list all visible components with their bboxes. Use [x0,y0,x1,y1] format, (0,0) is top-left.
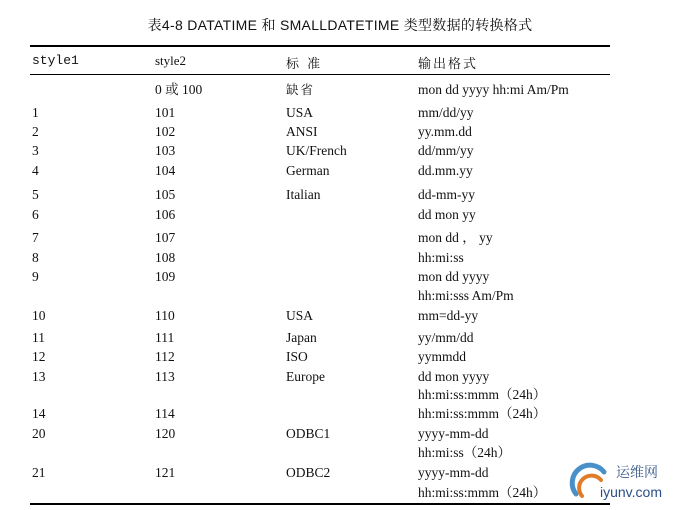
cell-standard: USA [286,105,314,120]
cell-style1: 10 [32,308,46,323]
cell-standard: Italian [286,187,321,202]
cell-style1: 11 [32,330,45,345]
table-row [0,80,680,99]
cell-style1: 1 [32,105,39,120]
table-row [0,103,680,122]
table-row [0,328,680,347]
cell-style1: 9 [32,269,39,284]
cell-style2: 102 [155,124,176,139]
cell-style2: 105 [155,187,176,202]
table-row [0,141,680,160]
cell-standard: ANSI [286,124,318,139]
header-standard: 标 准 [286,57,323,72]
table-row [0,347,680,366]
table-row [0,205,680,224]
cell-standard: ODBC2 [286,465,331,480]
cell-style1: 12 [32,349,46,364]
cell-format: yyyy-mm-dd [418,465,489,480]
cell-format: mon dd ， yy [418,230,493,245]
cell-style1: 3 [32,143,39,158]
cell-format: mm/dd/yy [418,105,474,120]
cell-standard: UK/French [286,143,347,158]
cell-style1: 8 [32,250,39,265]
cell-standard: USA [286,308,314,323]
cell-style2: 106 [155,207,176,222]
cell-format: hh:mi:ss:mmm（24h） [418,406,547,421]
cell-style1: 2 [32,124,39,139]
cell-style2: 104 [155,163,176,178]
cell-style1: 5 [32,187,39,202]
cell-format: yy/mm/dd [418,330,474,345]
table-title: 表4-8 DATATIME 和 SMALLDATETIME 类型数据的转换格式 [147,17,533,33]
cell-standard: Japan [286,330,317,345]
watermark [564,458,674,506]
cell-format: dd mon yyyy [418,369,490,384]
cell-format: yy.mm.dd [418,124,472,139]
cell-style1: 20 [32,426,46,441]
table-row [0,228,680,247]
cell-format: hh:mi:ss:mmm（24h） [418,485,547,500]
cell-standard: ODBC1 [286,426,331,441]
cell-style2: 110 [155,308,175,323]
cell-format: hh:mi:sss Am/Pm [418,288,514,303]
cell-style2: 111 [155,330,175,345]
cell-format: mm=dd-yy [418,308,479,323]
header-style1: style1 [32,53,79,68]
watermark-cn: 运维网 [616,465,658,481]
cell-format: mon dd yyyy hh:mi Am/Pm [418,82,569,97]
table-row [0,286,680,305]
cell-style2: 103 [155,143,176,158]
cell-style2: 107 [155,230,176,245]
table-row [0,122,680,141]
cell-format: dd.mm.yy [418,163,473,178]
cell-style2: 0 或 100 [155,82,203,97]
table-row [0,367,680,386]
watermark-en: iyunv.com [600,484,662,500]
cell-style2: 120 [155,426,176,441]
header-style2: style2 [155,53,187,68]
table-row [0,248,680,267]
table-top-rule [30,45,610,47]
cell-style1: 14 [32,406,46,421]
cell-format: dd/mm/yy [418,143,474,158]
table-row [0,404,680,423]
table-row [0,185,680,204]
cell-style2: 112 [155,349,175,364]
cell-standard: German [286,163,330,178]
cell-style1: 4 [32,163,39,178]
cell-style2: 109 [155,269,176,284]
cell-style1: 7 [32,230,39,245]
cell-style1: 21 [32,465,46,480]
cell-style2: 121 [155,465,176,480]
cell-style2: 108 [155,250,176,265]
cell-style2: 113 [155,369,175,384]
table-row [0,267,680,286]
cell-standard: 缺省 [286,82,316,97]
table-header-rule [30,74,610,75]
cell-style2: 101 [155,105,176,120]
cell-standard: Europe [286,369,325,384]
header-format: 输出格式 [418,57,479,72]
cell-format: yymmdd [418,349,467,364]
table-row [0,424,680,443]
cell-style1: 6 [32,207,39,222]
cell-standard: ISO [286,349,308,364]
cell-style1: 13 [32,369,46,384]
table-bottom-rule [30,503,610,505]
table-row [0,161,680,180]
table-row [0,385,680,404]
cell-format: mon dd yyyy [418,269,490,284]
cell-format: dd-mm-yy [418,187,475,202]
cell-format: hh:mi:ss [418,250,464,265]
cell-style2: 114 [155,406,175,421]
cell-format: hh:mi:ss（24h） [418,445,512,460]
cell-format: yyyy-mm-dd [418,426,489,441]
cell-format: dd mon yy [418,207,476,222]
table-row [0,306,680,325]
cell-format: hh:mi:ss:mmm（24h） [418,387,547,402]
